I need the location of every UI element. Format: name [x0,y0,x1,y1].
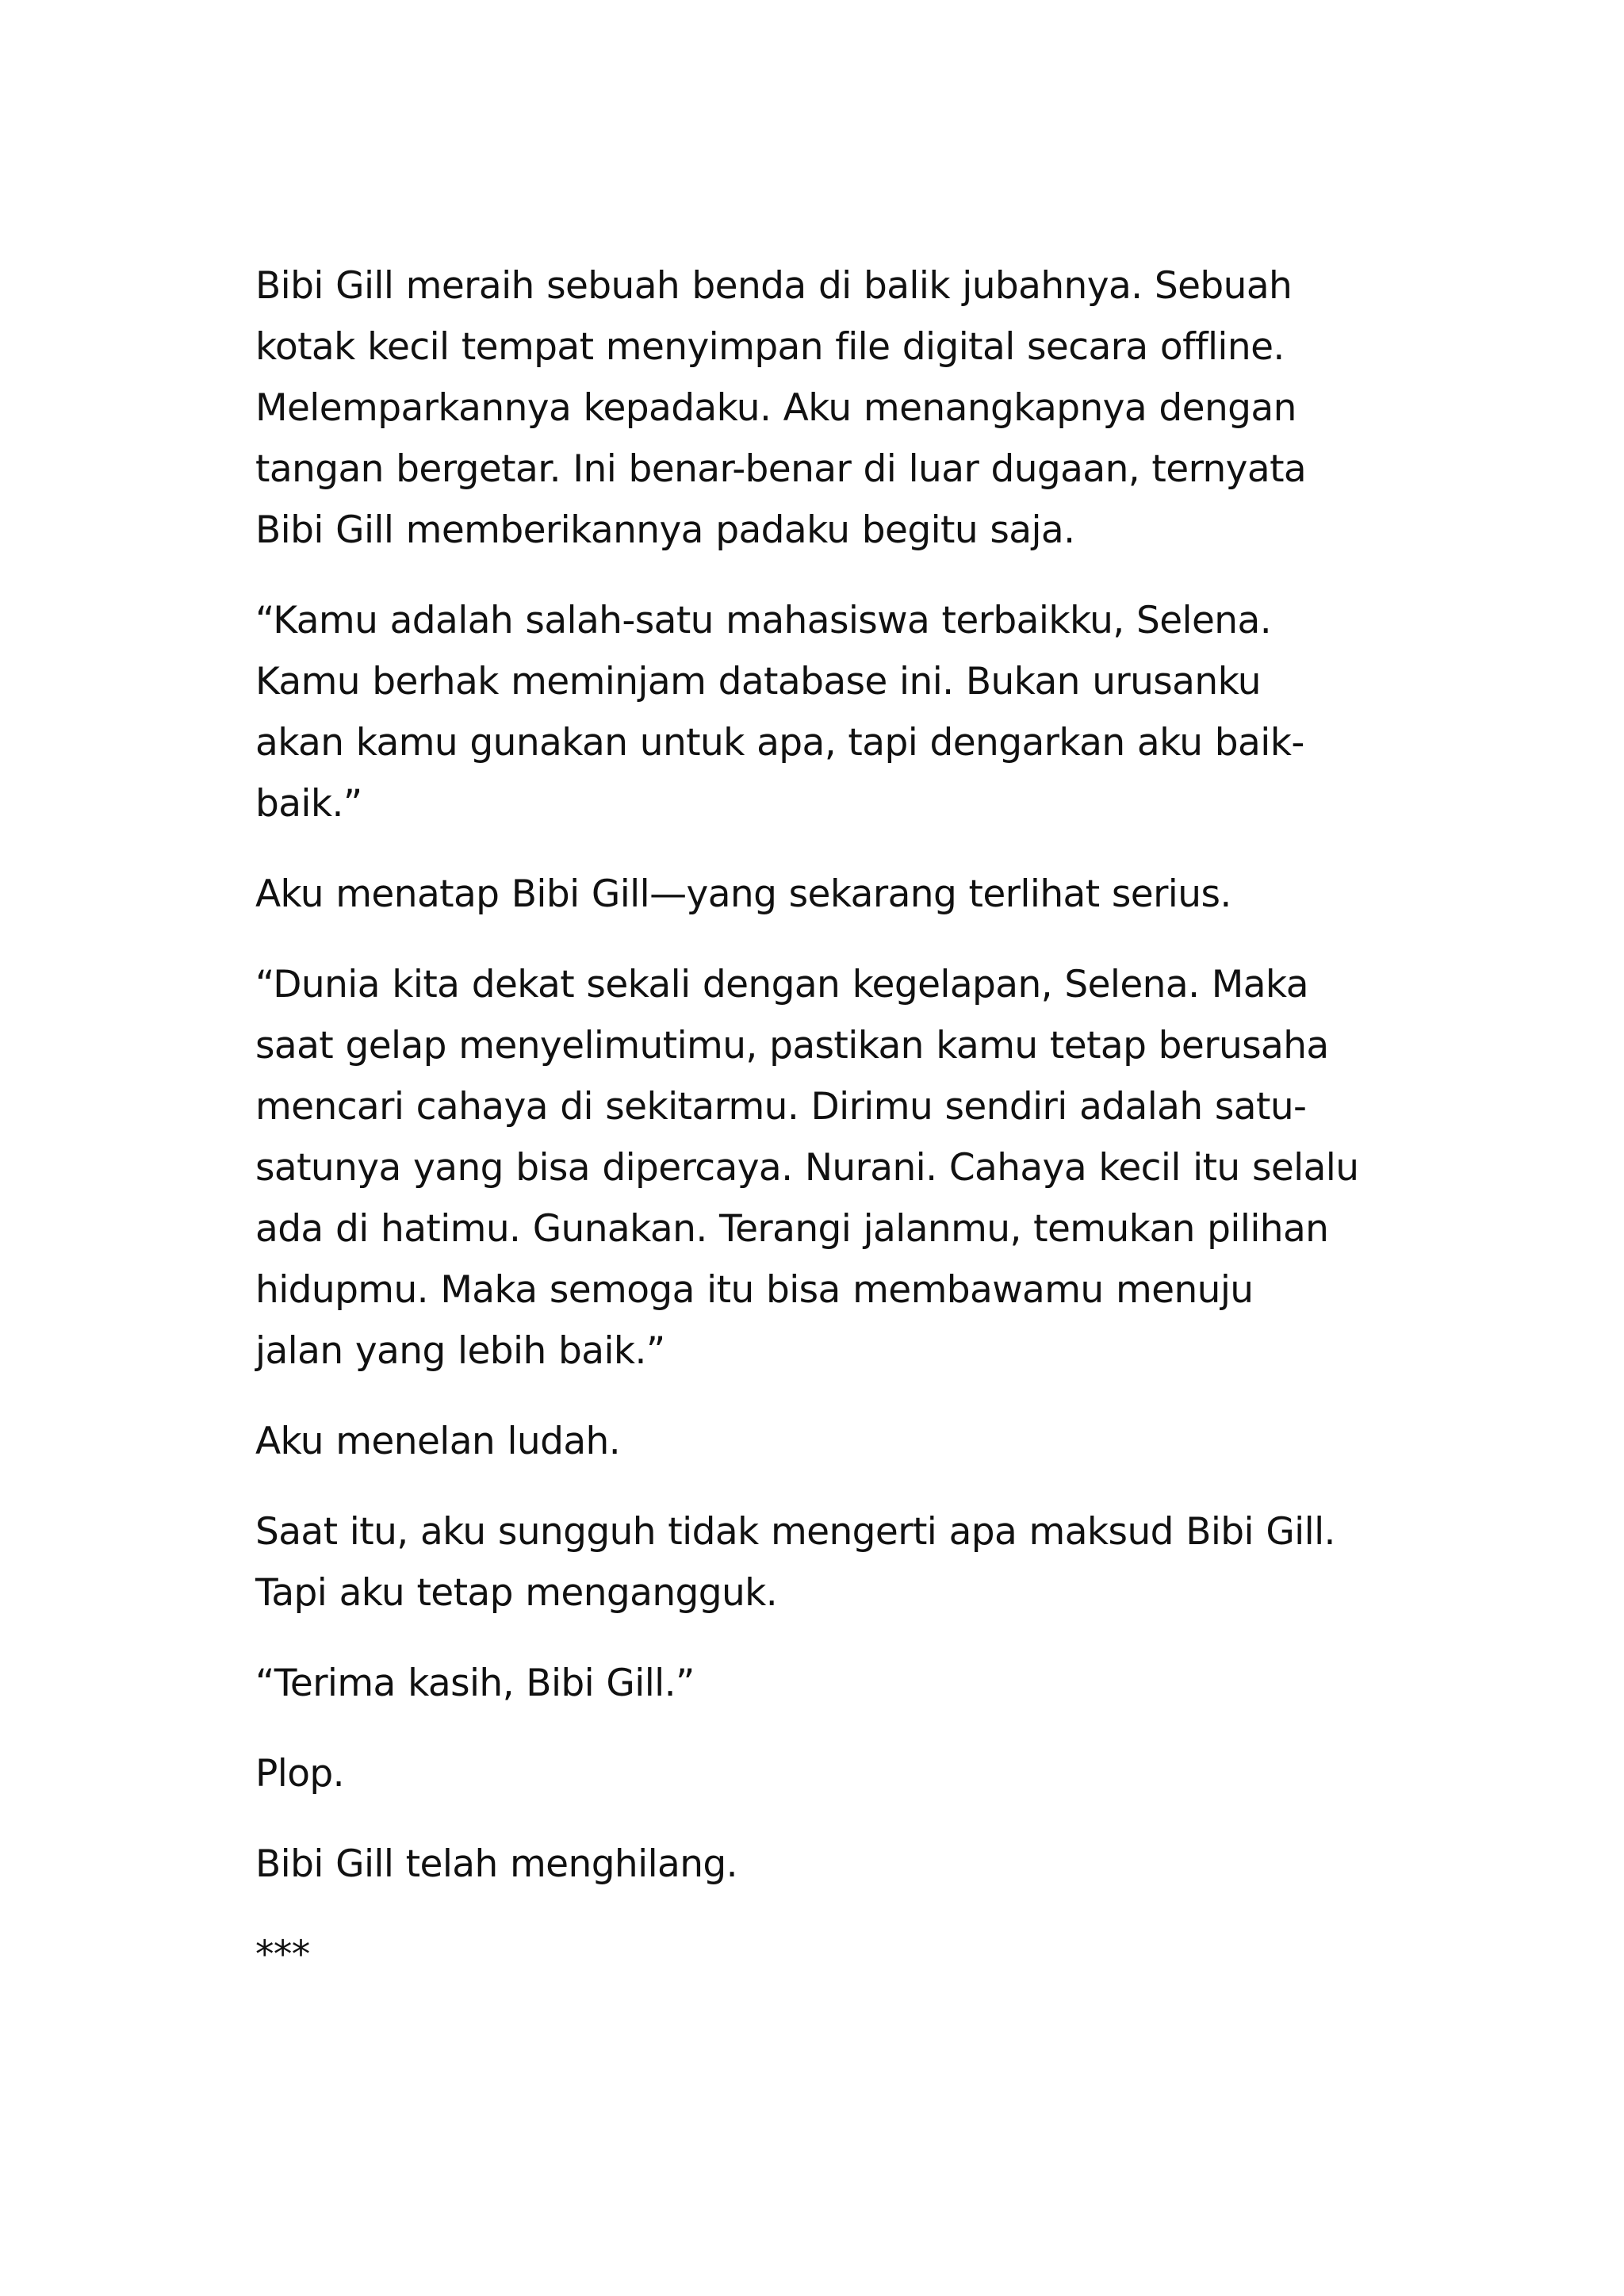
text-line: “Terima kasih, Bibi Gill.” [255,1662,695,1705]
section-break [255,1924,1381,1985]
text-line: Bibi Gill memberikannya padaku begitu saja. [255,508,1075,552]
paragraph-3 [255,864,1381,925]
paragraph-6 [255,1501,1381,1623]
text-line: tangan bergetar. Ini benar-benar di luar dugaan, ternyata [255,447,1307,491]
text-line: Plop. [255,1752,344,1796]
text-line: Tapi aku tetap mengangguk. [255,1571,778,1615]
text-line: baik.” [255,782,362,826]
body-text [255,255,1381,1985]
paragraph-1 [255,255,1381,561]
text-line: kotak kecil tempat menyimpan file digital secara offline. [255,325,1285,369]
text-line: saat gelap menyelimutimu, pastikan kamu tetap berusaha [255,1024,1329,1068]
text-line: “Kamu adalah salah-satu mahasiswa terbaikku, Selena. [255,599,1272,642]
text-line: Aku menatap Bibi Gill—yang sekarang terlihat serius. [255,872,1231,916]
text-line: Aku menelan ludah. [255,1420,621,1463]
text-line: akan kamu gunakan untuk apa, tapi dengarkan aku baik- [255,721,1304,765]
text-line: “Dunia kita dekat sekali dengan kegelapan, Selena. Maka [255,963,1308,1006]
text-line: ada di hatimu. Gunakan. Terangi jalanmu, temukan pilihan [255,1207,1329,1251]
text-line: hidupmu. Maka semoga itu bisa membawamu menuju [255,1268,1254,1312]
paragraph-8 [255,1743,1381,1804]
paragraph-4 [255,954,1381,1382]
text-line: Bibi Gill telah menghilang. [255,1842,737,1886]
section-break-asterisks: *** [255,1933,310,1976]
text-line: Bibi Gill meraih sebuah benda di balik jubahnya. Sebuah [255,264,1293,308]
text-line: Kamu berhak meminjam database ini. Bukan urusanku [255,660,1261,703]
text-line: mencari cahaya di sekitarmu. Dirimu sendiri adalah satu- [255,1085,1307,1129]
paragraph-9 [255,1834,1381,1895]
paragraph-2 [255,590,1381,834]
text-line: satunya yang bisa dipercaya. Nurani. Cahaya kecil itu selalu [255,1146,1359,1190]
paragraph-7 [255,1653,1381,1714]
text-line: Saat itu, aku sungguh tidak mengerti apa maksud Bibi Gill. [255,1510,1335,1554]
text-line: jalan yang lebih baik.” [255,1329,665,1373]
text-line: Melemparkannya kepadaku. Aku menangkapnya dengan [255,386,1297,430]
paragraph-5 [255,1411,1381,1472]
